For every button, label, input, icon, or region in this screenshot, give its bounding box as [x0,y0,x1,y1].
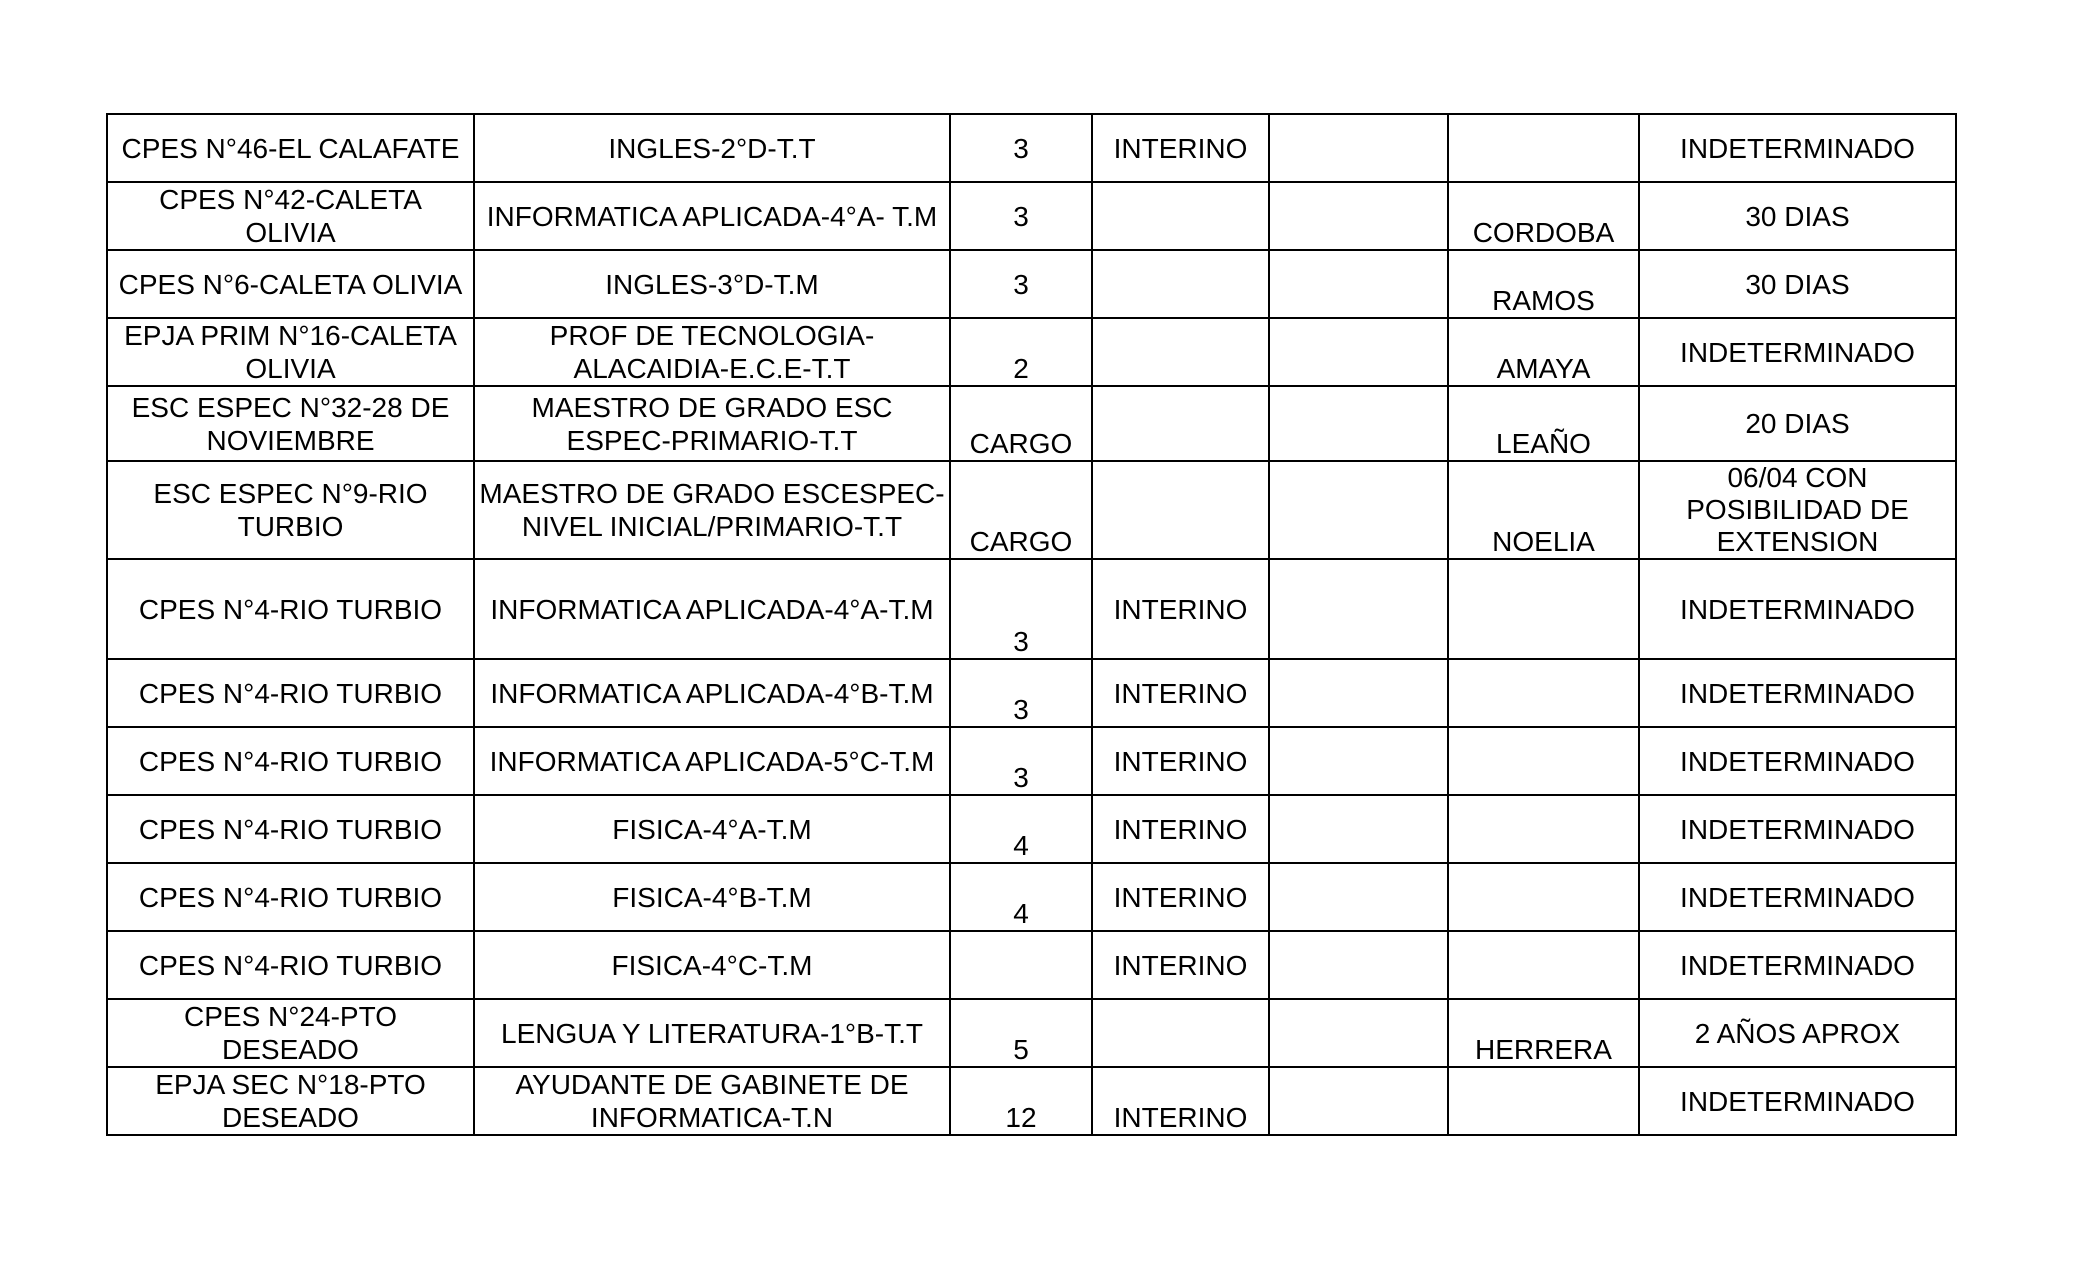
hours-cell: 3 [950,659,1092,727]
table-row [107,182,1956,250]
empty-cell [1269,931,1448,999]
school-cell: CPES N°4-RIO TURBIO [107,559,474,659]
surname-cell [1448,659,1639,727]
status-cell: INTERINO [1092,931,1269,999]
subject-cell: INFORMATICA APLICADA-4°A-T.M [474,559,950,659]
status-cell: INTERINO [1092,863,1269,931]
duration-cell: 2 AÑOS APROX [1639,999,1956,1067]
empty-cell [1269,1067,1448,1135]
hours-cell: 3 [950,250,1092,318]
surname-cell: NOELIA [1448,461,1639,559]
table-row [107,386,1956,461]
table-row [107,659,1956,727]
subject-cell: INFORMATICA APLICADA-4°A- T.M [474,182,950,250]
surname-cell: CORDOBA [1448,182,1639,250]
hours-cell: 4 [950,795,1092,863]
table-row [107,1067,1956,1135]
school-cell: CPES N°4-RIO TURBIO [107,659,474,727]
subject-cell: MAESTRO DE GRADO ESCESPEC-NIVEL INICIAL/PRIMARIO-T.T [474,461,950,559]
hours-cell: CARGO [950,461,1092,559]
status-cell: INTERINO [1092,727,1269,795]
subject-cell: LENGUA Y LITERATURA-1°B-T.T [474,999,950,1067]
subject-cell: INFORMATICA APLICADA-4°B-T.M [474,659,950,727]
hours-cell: CARGO [950,386,1092,461]
table-row [107,863,1956,931]
status-cell [1092,461,1269,559]
subject-cell: FISICA-4°A-T.M [474,795,950,863]
school-cell: CPES N°46-EL CALAFATE [107,114,474,182]
table-row [107,114,1956,182]
duration-cell: INDETERMINADO [1639,559,1956,659]
subject-cell: FISICA-4°C-T.M [474,931,950,999]
school-cell: CPES N°42-CALETA OLIVIA [107,182,474,250]
table-row [107,461,1956,559]
school-cell: EPJA SEC N°18-PTO DESEADO [107,1067,474,1135]
hours-cell: 5 [950,999,1092,1067]
empty-cell [1269,318,1448,386]
school-cell: CPES N°24-PTO DESEADO [107,999,474,1067]
duration-cell: 20 DIAS [1639,386,1956,461]
subject-cell: INGLES-3°D-T.M [474,250,950,318]
empty-cell [1269,863,1448,931]
surname-cell: RAMOS [1448,250,1639,318]
empty-cell [1269,182,1448,250]
empty-cell [1269,461,1448,559]
duration-cell: 06/04 CON POSIBILIDAD DE EXTENSION [1639,461,1956,559]
surname-cell: HERRERA [1448,999,1639,1067]
duration-cell: INDETERMINADO [1639,659,1956,727]
status-cell [1092,386,1269,461]
hours-cell: 4 [950,863,1092,931]
surname-cell [1448,931,1639,999]
hours-cell: 3 [950,182,1092,250]
status-cell [1092,318,1269,386]
table-row [107,931,1956,999]
table-row [107,250,1956,318]
hours-cell: 3 [950,727,1092,795]
empty-cell [1269,114,1448,182]
subject-cell: INFORMATICA APLICADA-5°C-T.M [474,727,950,795]
table-row [107,318,1956,386]
duration-cell: INDETERMINADO [1639,931,1956,999]
table-row [107,559,1956,659]
surname-cell [1448,559,1639,659]
hours-cell: 3 [950,114,1092,182]
hours-cell: 3 [950,559,1092,659]
status-cell: INTERINO [1092,559,1269,659]
status-cell: INTERINO [1092,114,1269,182]
surname-cell: LEAÑO [1448,386,1639,461]
school-cell: EPJA PRIM N°16-CALETA OLIVIA [107,318,474,386]
surname-cell [1448,727,1639,795]
school-cell: CPES N°4-RIO TURBIO [107,795,474,863]
subject-cell: MAESTRO DE GRADO ESC ESPEC-PRIMARIO-T.T [474,386,950,461]
hours-cell: 2 [950,318,1092,386]
duration-cell: INDETERMINADO [1639,727,1956,795]
hours-cell [950,931,1092,999]
school-cell: ESC ESPEC N°9-RIO TURBIO [107,461,474,559]
duration-cell: 30 DIAS [1639,182,1956,250]
status-cell [1092,999,1269,1067]
surname-cell [1448,863,1639,931]
empty-cell [1269,999,1448,1067]
status-cell [1092,250,1269,318]
table-row [107,727,1956,795]
surname-cell [1448,795,1639,863]
duration-cell: 30 DIAS [1639,250,1956,318]
table-row [107,999,1956,1067]
school-cell: CPES N°4-RIO TURBIO [107,931,474,999]
status-cell [1092,182,1269,250]
subject-cell: AYUDANTE DE GABINETE DE INFORMATICA-T.N [474,1067,950,1135]
school-cell: CPES N°6-CALETA OLIVIA [107,250,474,318]
school-cell: ESC ESPEC N°32-28 DE NOVIEMBRE [107,386,474,461]
subject-cell: INGLES-2°D-T.T [474,114,950,182]
surname-cell [1448,1067,1639,1135]
empty-cell [1269,250,1448,318]
vacancies-table [106,113,1957,1136]
duration-cell: INDETERMINADO [1639,795,1956,863]
empty-cell [1269,386,1448,461]
status-cell: INTERINO [1092,795,1269,863]
status-cell: INTERINO [1092,659,1269,727]
subject-cell: FISICA-4°B-T.M [474,863,950,931]
empty-cell [1269,727,1448,795]
surname-cell: AMAYA [1448,318,1639,386]
empty-cell [1269,559,1448,659]
surname-cell [1448,114,1639,182]
subject-cell: PROF DE TECNOLOGIA-ALACAIDIA-E.C.E-T.T [474,318,950,386]
hours-cell: 12 [950,1067,1092,1135]
empty-cell [1269,795,1448,863]
empty-cell [1269,659,1448,727]
school-cell: CPES N°4-RIO TURBIO [107,863,474,931]
duration-cell: INDETERMINADO [1639,863,1956,931]
school-cell: CPES N°4-RIO TURBIO [107,727,474,795]
duration-cell: INDETERMINADO [1639,114,1956,182]
duration-cell: INDETERMINADO [1639,1067,1956,1135]
status-cell: INTERINO [1092,1067,1269,1135]
duration-cell: INDETERMINADO [1639,318,1956,386]
table-row [107,795,1956,863]
